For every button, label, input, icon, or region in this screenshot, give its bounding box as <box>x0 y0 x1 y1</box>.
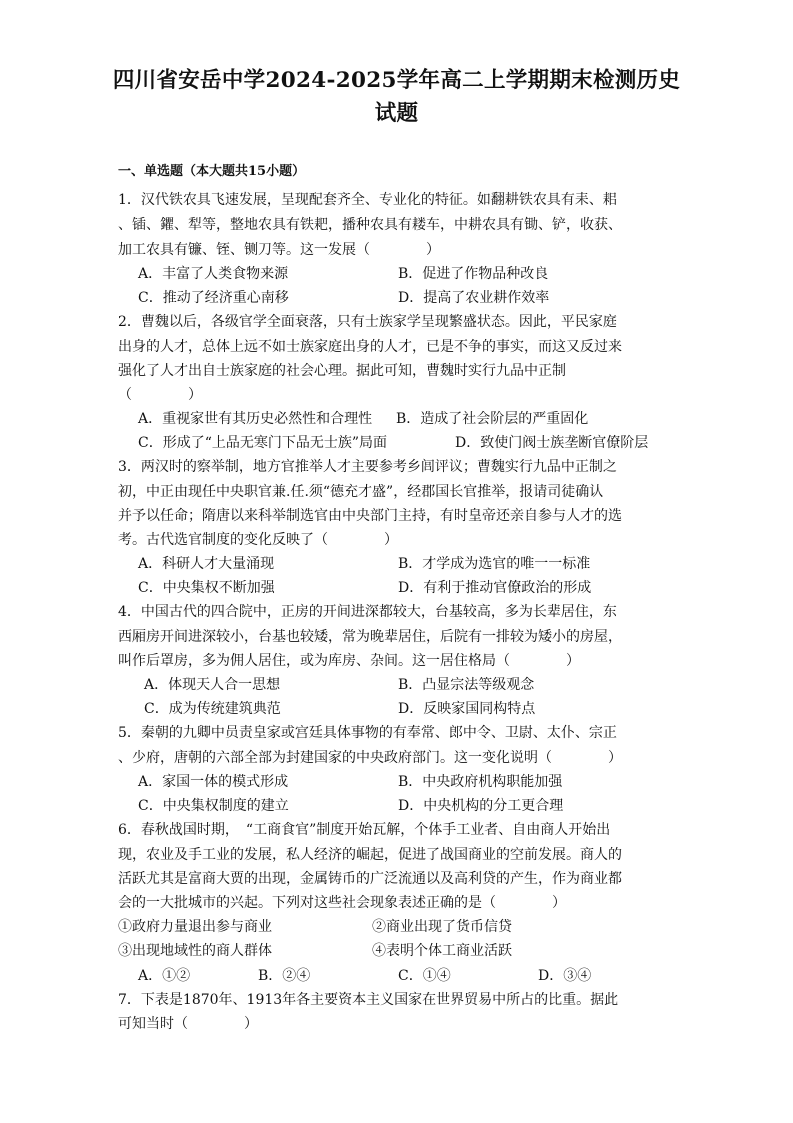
question-line: 4．中国古代的四合院中，正房的开间进深都较大，台基较高，多为长辈居住，东 <box>118 604 617 620</box>
option-d: D．有利于推动官僚政治的形成 <box>398 580 592 596</box>
option-c: C．形成了“上品无寒门下品无士族”局面 <box>138 435 388 451</box>
question-line: 出身的人才，总体上远不如士族家庭出身的人才，已是不争的事实，而这又反过来 <box>118 339 622 355</box>
statement-1: ①政府力量退出参与商业 <box>118 919 272 935</box>
question-line: 现，农业及手工业的发展，私人经济的崛起，促进了战国商业的空前发展。商人的 <box>118 847 622 863</box>
option-d: D．提高了农业耕作效率 <box>398 290 550 306</box>
option-c: C．中央集权不断加强 <box>138 580 275 596</box>
statement-4: ④表明个体工商业活跃 <box>372 943 512 959</box>
question-line: （ ） <box>118 387 202 403</box>
option-d: D．中央机构的分工更合理 <box>398 798 564 814</box>
question-line: 初，中正由现任中央职官兼.任.须“德充才盛”，经郡国长官推举，报请司徒确认 <box>118 484 604 500</box>
option-a: A．重视家世有其历史必然性和合理性 <box>138 411 373 427</box>
option-c: C．中央集权制度的建立 <box>138 798 289 814</box>
question-line: 活跃尤其是富商大贾的出现，金属铸币的广泛流通以及高利贷的产生，作为商业都 <box>118 871 622 887</box>
question-line: 1．汉代铁农具飞速发展，呈现配套齐全、专业化的特征。如翻耕铁农具有耒、耜 <box>118 192 617 208</box>
question-line: 考。古代选官制度的变化反映了（ ） <box>118 532 398 548</box>
question-line: 7．下表是1870年、1913年各主要资本主义国家在世界贸易中所占的比重。据此 <box>118 992 619 1008</box>
question-line: 加工农具有镰、铚、铡刀等。这一发展（ ） <box>118 242 440 258</box>
statement-2: ②商业出现了货币信贷 <box>372 919 512 935</box>
question-line: 强化了人才出自士族家庭的社会心理。据此可知，曹魏时实行九品中正制 <box>118 363 566 379</box>
question-line: 、少府，唐朝的六部全部为封建国家的中央政府部门。这一变化说明（ ） <box>118 750 622 766</box>
question-line: 2．曹魏以后，各级官学全面衰落，只有士族家学呈现繁盛状态。因此，平民家庭 <box>118 314 617 330</box>
option-c: C．成为传统建筑典范 <box>144 701 281 717</box>
option-a: A．丰富了人类食物来源 <box>138 266 289 282</box>
question-line: 并予以任命；隋唐以来科举制选官由中央部门主持，有时皇帝还亲自参与人才的选 <box>118 508 622 524</box>
question-line: 会的一大批城市的兴起。下列对这些社会现象表述正确的是（ ） <box>118 895 566 911</box>
option-a: A．家国一体的模式形成 <box>138 774 289 790</box>
option-d: D．致使门阀士族垄断官僚阶层 <box>455 435 649 451</box>
question-line: 5．秦朝的九卿中员责皇家或宫廷具体事物的有奉常、郎中令、卫尉、太仆、宗正 <box>118 725 617 741</box>
section-heading: 一、单选题（本大题共15小题） <box>118 164 306 179</box>
question-line: 、锸、鑺、犁等，整地农具有铁耙，播种农具有耧车，中耕农具有锄、铲，收获、 <box>118 217 622 233</box>
question-line: 可知当时（ ） <box>118 1016 258 1032</box>
exam-title-line-1: 四川省安岳中学2024-2025学年高二上学期期末检测历史 <box>112 68 681 93</box>
statement-3: ③出现地域性的商人群体 <box>118 943 272 959</box>
option-b: B．促进了作物品种改良 <box>398 266 549 282</box>
question-line: 3．两汉时的察举制，地方官推举人才主要参考乡闾评议；曹魏实行九品中正制之 <box>118 459 617 475</box>
option-c: C．①④ <box>398 968 451 984</box>
option-b: B．才学成为选官的唯一一标准 <box>398 556 591 572</box>
question-line: 叫作后罩房，多为佣人居住，或为库房、杂间。这一居住格局（ ） <box>118 653 580 669</box>
exam-title <box>60 64 733 130</box>
question-line: 西厢房开间进深较小，台基也较矮，常为晚辈居住，后院有一排较为矮小的房屋， <box>118 629 622 645</box>
option-a: A．①② <box>138 968 191 984</box>
option-d: D．③④ <box>538 968 592 984</box>
option-a: A．体现天人合一思想 <box>144 677 281 693</box>
option-d: D．反映家国同构特点 <box>398 701 536 717</box>
option-a: A．科研人才大量涌现 <box>138 556 275 572</box>
question-line: 6．春秋战国时期， “工商食官”制度开始瓦解，个体手工业者、自由商人开始出 <box>118 822 611 838</box>
exam-title-line-2: 试题 <box>374 101 419 126</box>
option-b: B．②④ <box>258 968 311 984</box>
option-b: B．造成了社会阶层的严重固化 <box>396 411 589 427</box>
option-c: C．推动了经济重心南移 <box>138 290 289 306</box>
option-b: B．中央政府机构职能加强 <box>398 774 563 790</box>
option-b: B．凸显宗法等级观念 <box>398 677 535 693</box>
